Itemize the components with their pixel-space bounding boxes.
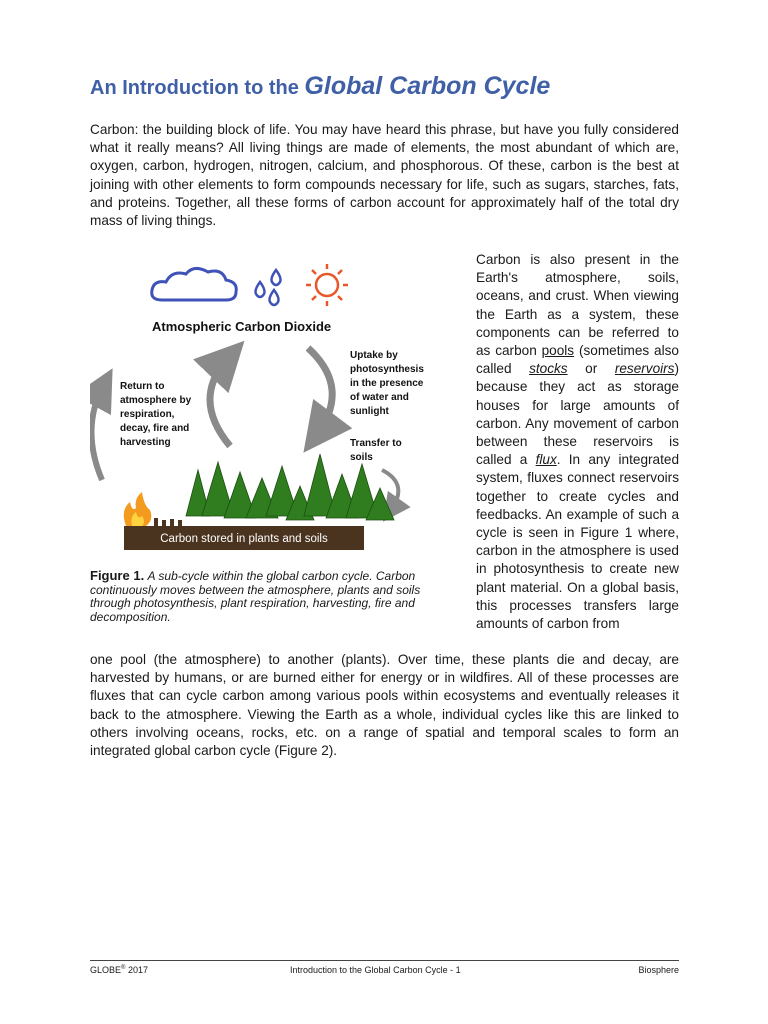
uptake-label: Uptake by photosynthesis in the presence of water and sunlight: [350, 350, 424, 417]
footer-year: 2017: [125, 965, 148, 975]
figure-1-diagram: [90, 258, 460, 558]
footer-rule: [90, 960, 679, 961]
return-arrow-inner: [210, 356, 230, 446]
rain-drops-icon: [256, 270, 281, 305]
uptake-arrow: [308, 348, 332, 436]
figure-caption: [90, 569, 462, 624]
trees-group: [186, 454, 394, 520]
term-pools: pools: [541, 343, 575, 359]
term-stocks: stocks: [529, 361, 568, 377]
carbon-cycle-diagram: [90, 258, 460, 558]
term-reservoirs: reservoirs: [614, 361, 675, 377]
sun-icon: [306, 264, 348, 306]
continuation-paragraph: one pool (the atmosphere) to another (plants). Over time, these plants die and decay, are harvested by humans, or are burned either for energy or in wildfires. All of these processes are fluxes that can cycle carbon among various pools within ecosystems and eventually releases it back to the atmosphere. Viewing the Earth as a whole, individual cycles like this are linked to others involving oceans, rocks, etc. on a range of spatial and temporal scales to form an integrated global carbon cycle (Figure 2).: [90, 652, 679, 759]
side-text-2: (sometimes also called: [476, 343, 679, 377]
side-paragraph: [476, 251, 679, 633]
fire-icon: [124, 492, 152, 526]
intro-paragraph: Carbon: the building block of life. You may have heard this phrase, but have you fully considered what it really means? All living things are made of elements, the most abundant of which are, oxygen, carbon, hydrogen, nitrogen, calcium, and phosphorous. Of these, carbon is the best at joining with other elements to form compounds necessary for life, such as sugars, starches, fats, and proteins. Together, all these forms of carbon account for approximately half of the total dry mass of living things.: [90, 122, 679, 229]
side-text-1: Carbon is also present in the Earth's atmosphere, soils, oceans, and crust. When viewing the Earth as a system, these components can be referred to as carbon: [476, 252, 679, 359]
footer-right: Biosphere: [638, 965, 679, 975]
stumps: [154, 518, 182, 526]
cloud-icon: [152, 268, 237, 300]
side-text-4: ) because they act as storage houses for large amounts of carbon. Any movement of carbon between these reservoirs is called a: [476, 361, 680, 468]
side-text-5: . In any integrated system, fluxes connect reservoirs together to create cycles and feedbacks. An example of such a cycle is seen in Figure 1 where, carbon in the atmosphere is used in photosynthesis to create new plant material. On a global basis, this processes transfers large amounts of carbon from: [476, 452, 679, 632]
soil-label: Carbon stored in plants and soils: [160, 533, 328, 545]
term-flux: flux: [535, 452, 557, 468]
footer-registered-mark: ®: [121, 965, 126, 971]
figure-caption-label: Figure 1.: [90, 568, 145, 583]
side-text-3: or: [567, 361, 615, 377]
atmospheric-co2-label: Atmospheric Carbon Dioxide: [152, 319, 332, 334]
return-label: Return to atmosphere by respiration, decay, fire and harvesting: [120, 381, 192, 448]
return-arrow-outer: [91, 384, 104, 480]
figure-caption-text: A sub-cycle within the global carbon cycle. Carbon continuously moves between the atmosphere, plants and soils through photosynthesis, plant respiration, harvesting, fire and decomposition.: [90, 569, 421, 624]
footer-center: Introduction to the Global Carbon Cycle - 1: [290, 965, 461, 975]
transfer-label: Transfer to soils: [350, 438, 402, 463]
footer-brand: GLOBE: [90, 965, 122, 975]
page-title: [90, 72, 550, 101]
footer-left: [90, 965, 148, 975]
title-prefix: An Introduction to the: [90, 77, 299, 99]
title-emphasis: Global Carbon Cycle: [304, 72, 551, 100]
